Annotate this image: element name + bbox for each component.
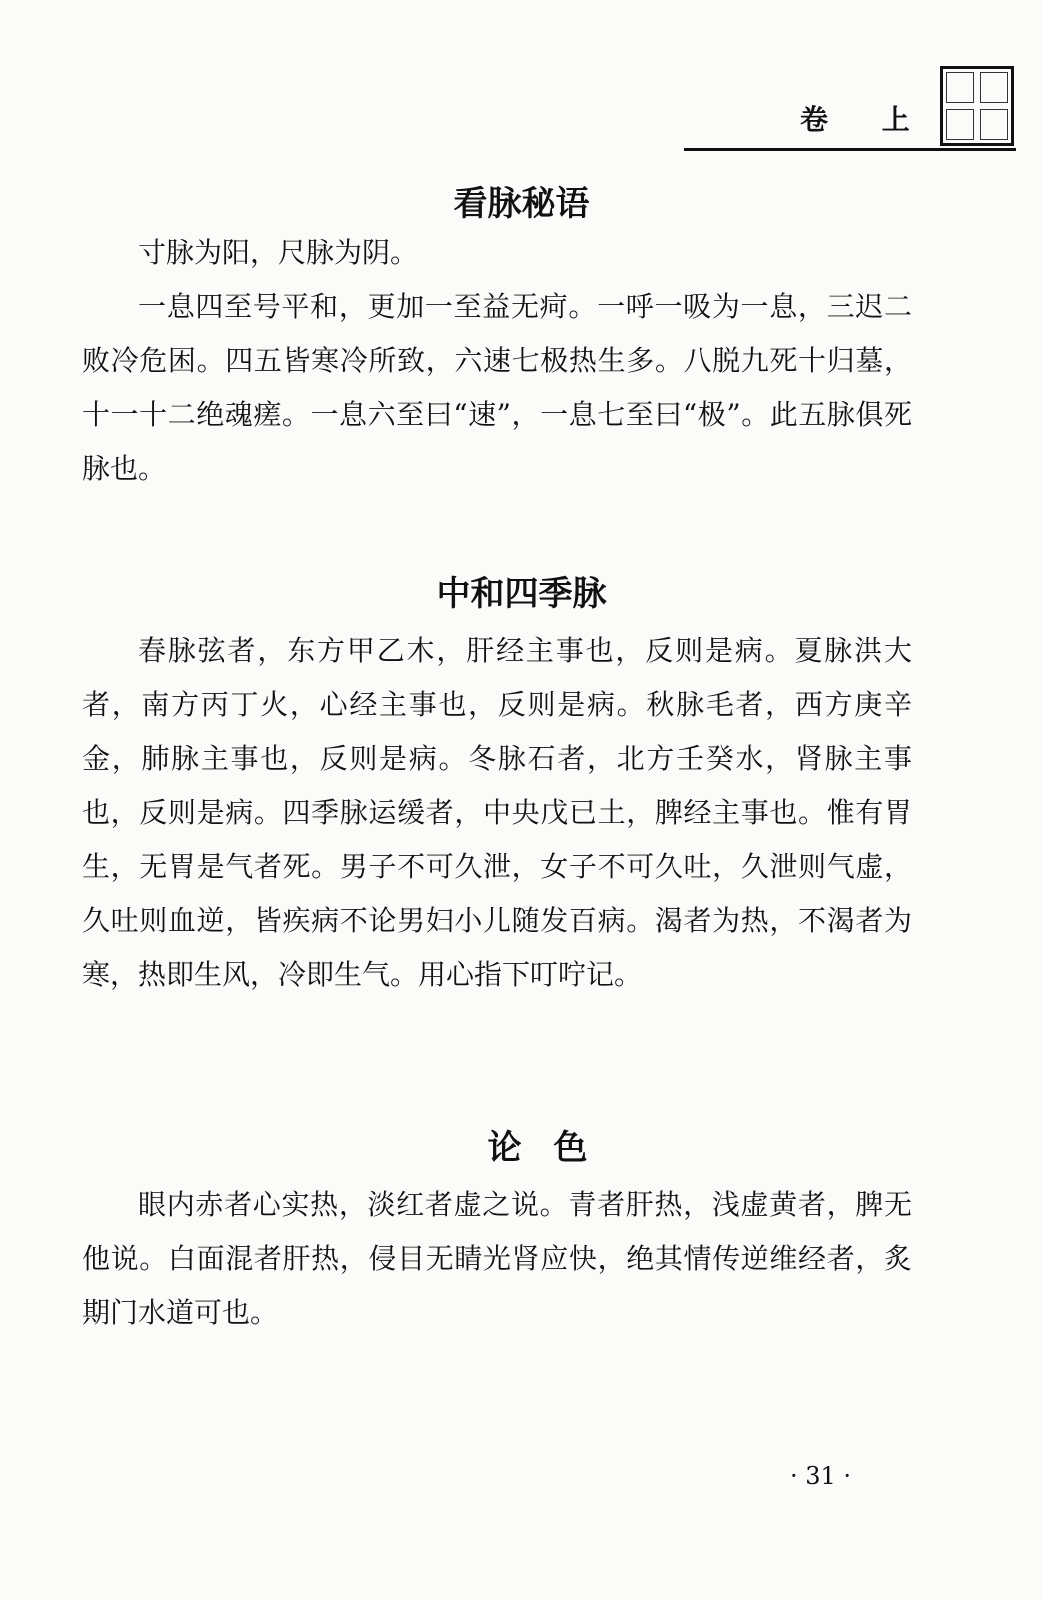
section-2-paragraph-1: 春脉弦者，东方甲乙木，肝经主事也，反则是病。夏脉洪大者，南方丙丁火，心经主事也，反则是病。秋脉毛者，西方庚辛金，肺脉主事也，反则是病。冬脉石者，北方壬癸水，肾脉主事也，反则是病。四季脉运缓者，中央戊已土，脾经主事也。惟有胃生，无胃是气者死。男子不可久泄，女子不可久吐，久泄则气虚，久吐则血逆，皆疾病不论男妇小儿随发百病。渴者为热，不渴者为寒，热即生风，冷即生气。用心指下叮咛记。 xyxy=(82,634,912,991)
section-title-2: 中和四季脉 xyxy=(436,574,607,614)
running-header: 卷 上 xyxy=(800,103,932,136)
header-rule xyxy=(684,148,1016,151)
page-number: · 31 · xyxy=(790,1462,852,1490)
section-title-3: 论色 xyxy=(487,1128,620,1168)
seal-logo-icon xyxy=(940,66,1014,146)
section-title-1: 看脉秘语 xyxy=(453,184,590,224)
section-1-paragraph-2: 一息四至号平和，更加一至益无疴。一呼一吸为一息，三迟二败冷危困。四五皆寒冷所致，六速七极热生多。八脱九死十归墓，十一十二绝魂瘥。一息六至曰“速”，一息七至曰“极”。此五脉俱死脉也。 xyxy=(82,290,912,485)
section-3-paragraph-1: 眼内赤者心实热，淡红者虚之说。青者肝热，浅虚黄者，脾无他说。白面混者肝热，侵目无睛光肾应快，绝其情传逆维经者，炙期门水道可也。 xyxy=(82,1188,912,1329)
section-1-paragraph-1: 寸脉为阳，尺脉为阴。 xyxy=(138,236,419,269)
